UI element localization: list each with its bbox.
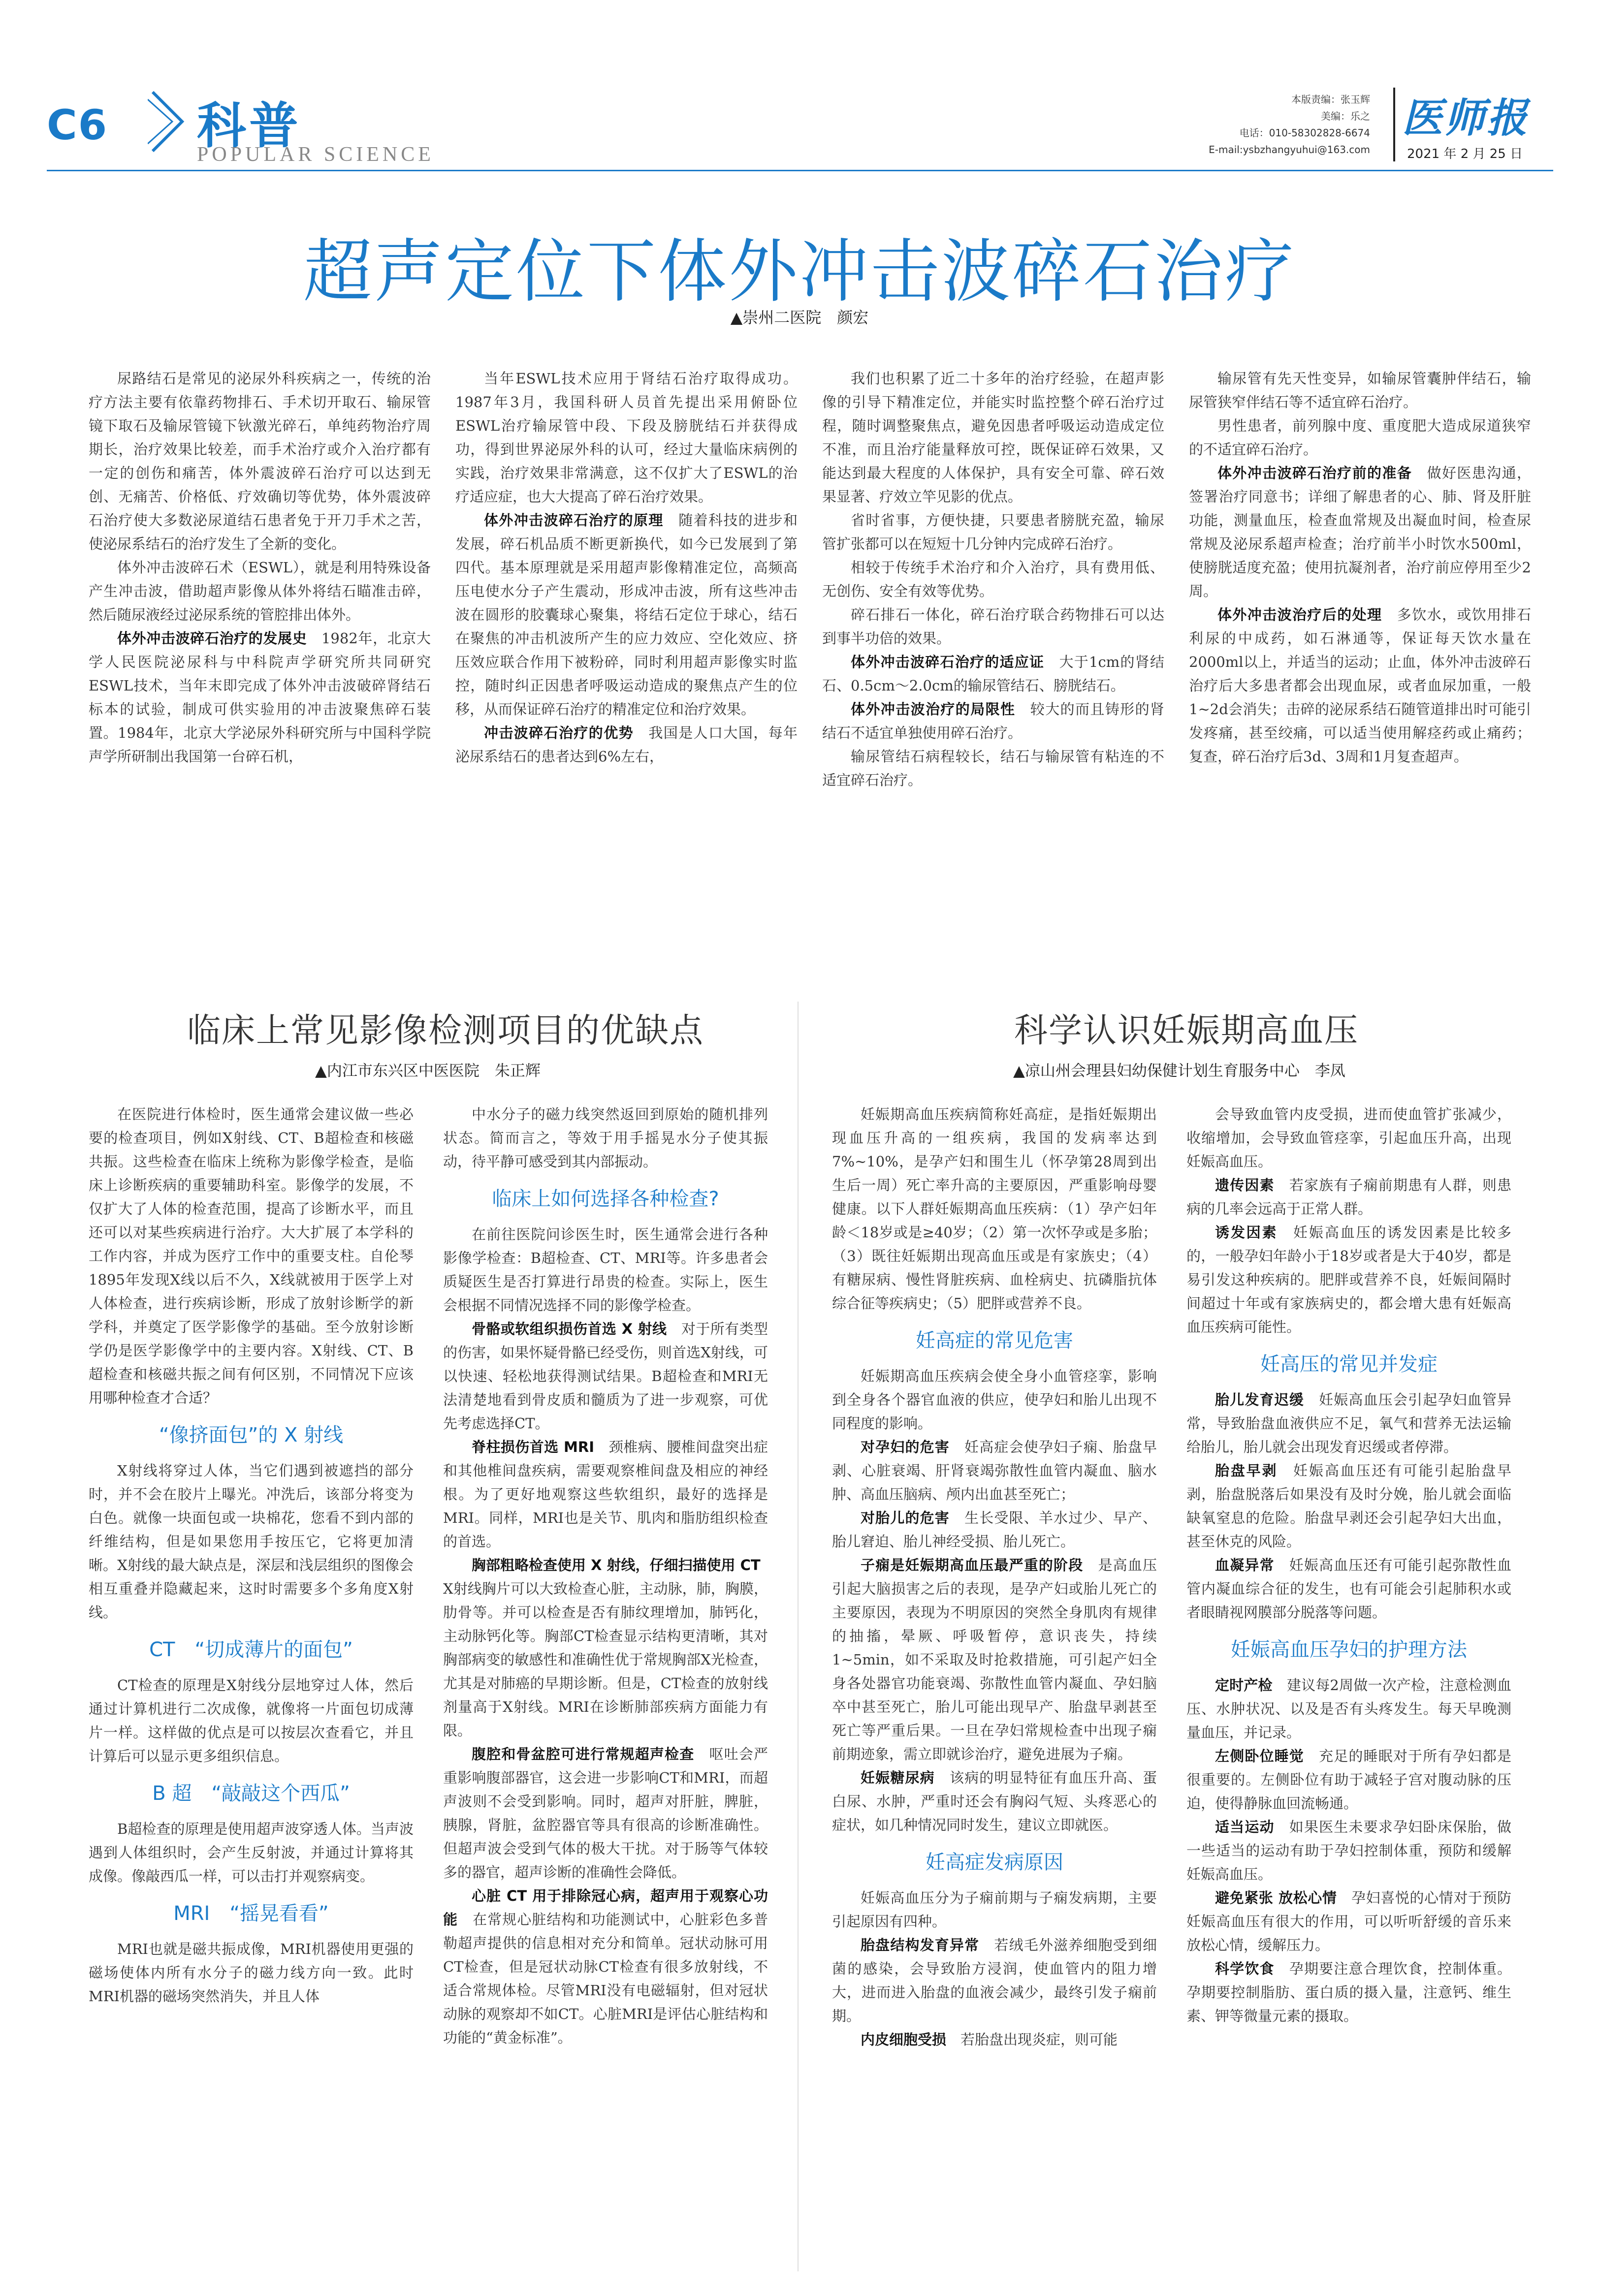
- paragraph-lead: 内皮细胞受损: [861, 2031, 947, 2048]
- paragraph-lead: 血凝异常: [1215, 1557, 1275, 1573]
- paragraph: [455, 721, 798, 768]
- paragraph-text: 妊娠期高血压疾病会使全身小血管痉挛，影响到全身各个器官血液的供应，使孕妇和胎儿出现不同程度的影响。: [832, 1368, 1157, 1432]
- paragraph-text: 对于所有类型的伤害，如果怀疑骨骼已经受伤，则首选X射线，可以快速、轻松地获得测试结果。B超检查和MRI无法清楚地看到骨皮质和髓质为了进一步观察，可优先考虑选择CT。: [443, 1321, 768, 1432]
- column-divider: [798, 1002, 799, 2271]
- article3-title: 科学认识妊娠期高血压: [1014, 1011, 1359, 1050]
- paragraph: [832, 1553, 1157, 1766]
- paragraph-text: 建议每2周做一次产检，注意检测血压、水肿状况、以及是否有头疼发生。每天早晚测量血压，并记录。: [1186, 1677, 1511, 1741]
- paragraph-lead: 妊娠糖尿病: [861, 1769, 935, 1786]
- subheading: 临床上如何选择各种检查?: [492, 1188, 719, 1210]
- paragraph: [443, 1102, 768, 1173]
- paragraph-text: 呕吐会严重影响腹部器官，这会进一步影响CT和MRI，而超声波则不会受到影响。同时，超声对肝脏，脾脏，胰腺，肾脏，盆腔器官等具有很高的诊断准确性。但超声波会受到气体的极大干扰。对于肠等气体较多的器官，超声诊断的准确性会降低。: [443, 1746, 768, 1881]
- paragraph-text: CT检查的原理是X射线分层地穿过人体，然后通过计算机进行二次成像，就像将一片面包切成薄片一样。这样做的优点是可以按层次查看它，并且计算后可以显示更多组织信息。: [89, 1677, 414, 1764]
- paragraph-lead: 脊柱损伤首选 MRI: [472, 1439, 594, 1455]
- paragraph-text: 男性患者，前列腺中度、重度肥大造成尿道狭窄的不适宜碎石治疗。: [1189, 417, 1531, 458]
- paragraph-lead: 对胎儿的危害: [861, 1510, 950, 1526]
- paragraph-text: 输尿管有先天性变异，如输尿管囊肿伴结石，输尿管狭窄伴结石等不适宜碎石治疗。: [1189, 370, 1531, 410]
- subheading: 妊娠高血压孕妇的护理方法: [1231, 1638, 1467, 1661]
- paragraph: [1186, 1173, 1511, 1221]
- paragraph: [822, 650, 1164, 697]
- article3-column-2: [1186, 1102, 1511, 2028]
- paragraph-text: 会导致血管内皮受损，进而使血管扩张减少，收缩增加，会导致血管痉挛，引起血压升高，出现妊娠高血压。: [1186, 1106, 1511, 1170]
- paragraph-lead: 胎盘早剥: [1215, 1462, 1278, 1479]
- paragraph-lead: 胎儿发育迟缓: [1215, 1391, 1304, 1408]
- paragraph-text: 碎石排石一体化，碎石治疗联合药物排石可以达到事半功倍的效果。: [822, 606, 1164, 647]
- paragraph-lead: 定时产检: [1215, 1677, 1273, 1694]
- paragraph: [1186, 1744, 1511, 1815]
- paragraph-text: 若绒毛外滋养细胞受到细菌的感染，会导致胎方浸润，使血管内的阻力增大，进而进入胎盘的血液会减少，最终引发子痫前期。: [832, 1937, 1157, 2024]
- editor-credits: [1209, 91, 1370, 158]
- paragraph-lead: 遗传因素: [1215, 1177, 1275, 1194]
- paragraph-text: 在医院进行体检时，医生通常会建议做一些必要的检查项目，例如X射线、CT、B超检查和核磁共振。这些检查在临床上统称为影像学检查，是临床上诊断疾病的重要辅助科室。影像学的发展，不仅扩大了人体的检查范围，提高了诊断水平，而且还可以对某些疾病进行治疗。大大扩展了本学科的工作内容，并成为医疗工作中的重要支柱。自伦琴1895年发现X线以后不久，X线就被用于医学上对人体检查，进行疾病诊断，形成了放射诊断学的新学科，并奠定了医学影像学的基础。至今放射诊断学仍是医学影像学中的主要内容。X射线、CT、B超检查和核磁共振之间有何区别，不同情况下应该用哪种检查才合适？: [89, 1106, 414, 1406]
- paragraph-lead: 胸部粗略检查使用 X 射线，仔细扫描使用 CT: [472, 1557, 761, 1573]
- paragraph-text: 妊娠高血压分为子痫前期与子痫发病期，主要引起原因有四种。: [832, 1889, 1157, 1930]
- paragraph-text: 多饮水，或饮用排石利尿的中成药，如石淋通等，保证每天饮水量在2000ml以上，并适当的运动；止血，体外冲击波碎石治疗后大多患者都会出现血尿，或者血尿加重，一般1~2d会消失；击碎的泌尿系结石随管道排出时可能引发疼痛，甚至绞痛，可以适当使用解痉药或止痛药；复查，碎石治疗后3d、3周和1月复查超声。: [1189, 606, 1531, 765]
- paragraph-lead: 对孕妇的危害: [861, 1439, 950, 1455]
- paragraph: [89, 367, 431, 556]
- paragraph: [455, 367, 798, 508]
- paragraph-lead: 心脏 CT 用于排除冠心病，超声用于观察心功能: [443, 1887, 768, 1928]
- paragraph: [1189, 603, 1531, 768]
- paragraph-text: 我们也积累了近二十多年的治疗经验，在超声影像的引导下精准定位，并能实时监控整个碎石治疗过程，随时调整聚焦点，避免因患者呼吸运动造成定位不准，而且治疗能量释放可控，既保证碎石效果，又能达到最大程度的人体保护，具有安全可靠、碎石效果显著、疗效立竿见影的优点。: [822, 370, 1164, 505]
- article2-byline: ▲内江市东兴区中医医院 朱正辉: [315, 1062, 541, 1080]
- paragraph: [822, 697, 1164, 745]
- paragraph-text: 颈椎病、腰椎间盘突出症和其他椎间盘疾病，需要观察椎间盘及相应的神经根。为了更好地观察这些软组织，最好的选择是MRI。同样，MRI也是关节、肌肉和脂肪组织检查的首选。: [443, 1439, 768, 1550]
- paragraph: [443, 1223, 768, 1317]
- paragraph-lead: 避免紧张 放松心情: [1215, 1889, 1337, 1906]
- paragraph-lead: 体外冲击波治疗后的处理: [1217, 606, 1382, 623]
- paragraph: [822, 745, 1164, 792]
- paragraph: [89, 1673, 414, 1768]
- article1-byline: ▲崇州二医院 颜宏: [730, 308, 869, 327]
- paragraph: [443, 1435, 768, 1553]
- paragraph: [1189, 414, 1531, 461]
- brand-divider: [1393, 88, 1395, 161]
- paragraph-text: 在常规心脏结构和功能测试中，心脏彩色多普勒超声提供的信息相对充分和简单。冠状动脉可用CT检查，但是冠状动脉CT检查有很多放射线，不适合常规体检。尽管MRI没有电磁辐射，但对冠状动脉的观察却不如CT。心脏MRI是评估心脏结构和功能的“黄金标准”。: [443, 1911, 768, 2046]
- article2-column-2: [443, 1102, 775, 2049]
- paragraph: [443, 1884, 768, 2049]
- paragraph-text: 随着科技的进步和发展，碎石机品质不断更新换代，如今已发展到了第四代。基本原理就是采用超声影像精准定位，高频高压电使水分子产生震动，形成冲击波，所有这些冲击波在圆形的胶囊球心聚集，将结石定位于球心，结石在聚焦的冲击机波所产生的应力效应、空化效应、挤压效应联合作用下被粉碎，同时利用超声影像实时监控，随时纠正因患者呼吸运动造成的聚焦点产生的位移，从而保证碎石治疗的精准定位和治疗效果。: [455, 512, 798, 718]
- paragraph-text: 妊高症会使孕妇子痫、胎盘早剥、心脏衰竭、肝肾衰竭弥散性血管内凝血、脑水肿、高血压脑病、颅内出血甚至死亡；: [832, 1439, 1157, 1503]
- issue-date: 2021 年 2 月 25 日: [1407, 147, 1523, 161]
- paragraph: [1186, 1553, 1511, 1624]
- paragraph-text: 相较于传统手术治疗和介入治疗，具有费用低、无创伤、安全有效等优势。: [822, 559, 1164, 599]
- subheading: 妊高压的常见并发症: [1260, 1353, 1438, 1376]
- article2-title: 临床上常见影像检测项目的优缺点: [187, 1011, 704, 1050]
- paragraph: [822, 603, 1164, 650]
- paragraph: [822, 508, 1164, 556]
- header-rule: [47, 170, 1553, 171]
- paragraph: [832, 1933, 1157, 2028]
- paragraph: [1186, 1388, 1511, 1459]
- paragraph-text: 较大的而且铸形的肾结石不适宜单独使用碎石治疗。: [822, 701, 1164, 741]
- paragraph-text: 孕妇喜悦的心情对于预防妊娠高血压有很大的作用，可以听听舒缓的音乐来放松心情，缓解压力。: [1186, 1889, 1511, 1953]
- paragraph-text: 妊娠高血压会引起孕妇血管异常，导致胎盘血液供应不足，氧气和营养无法运输给胎儿，胎儿就会出现发育迟缓或者停滞。: [1186, 1391, 1511, 1455]
- paragraph: [443, 1553, 775, 1742]
- subheading: MRI “摇晃看看”: [173, 1902, 329, 1925]
- paragraph-text: 生长受限、羊水过少、早产、胎儿窘迫、胎儿神经受损、胎儿死亡。: [832, 1510, 1157, 1550]
- paragraph: [89, 627, 431, 768]
- paragraph-lead: 体外冲击波碎石治疗的发展史: [117, 630, 307, 647]
- newspaper-logo: 医师报: [1402, 94, 1529, 142]
- paragraph: [443, 1317, 768, 1435]
- paragraph: [832, 1886, 1157, 1933]
- paragraph-lead: 骨骼或软组织损伤首选 X 射线: [472, 1321, 667, 1337]
- section-subtitle: POPULAR SCIENCE: [197, 143, 434, 166]
- paragraph: [822, 367, 1164, 508]
- paragraph: [89, 1102, 414, 1410]
- paragraph: [455, 508, 798, 721]
- paragraph-lead: 体外冲击波治疗的局限性: [851, 701, 1016, 718]
- paragraph-lead: 左侧卧位睡觉: [1215, 1748, 1304, 1764]
- paragraph: [832, 1766, 1157, 1837]
- paragraph: [1189, 461, 1531, 603]
- section-title: 科普: [197, 97, 301, 155]
- paragraph: [1186, 1459, 1511, 1553]
- paragraph: [89, 1937, 414, 2008]
- paragraph-lead: 体外冲击波碎石治疗前的准备: [1217, 465, 1412, 481]
- paragraph-text: 如果医生未要求孕妇卧床保胎，做一些适当的运动有助于孕妇控制体重，预防和缓解妊娠高血压。: [1186, 1819, 1511, 1883]
- designer-line: 美编：乐之: [1321, 110, 1370, 122]
- paragraph-text: 做好医患沟通，签署治疗同意书；详细了解患者的心、肺、肾及肝脏功能，测量血压，检查血常规及出凝血时间，检查尿常规及泌尿系超声检查；治疗前半小时饮水500ml，使膀胱适度充盈；使用抗凝剂者，治疗前应停用至少2周。: [1189, 465, 1531, 599]
- paragraph-text: 当年ESWL技术应用于肾结石治疗取得成功。1987年3月，我国科研人员首先提出采用俯卧位ESWL治疗输尿管中段、下段及膀胱结石并获得成功，得到世界泌尿外科的认可，经过大量临床病例的实践，治疗效果非常满意，这不仅扩大了ESWL的治疗适应症，也大大提高了碎石治疗效果。: [455, 370, 798, 505]
- paragraph-lead: 冲击波碎石治疗的优势: [484, 724, 634, 741]
- paragraph: [89, 1817, 414, 1888]
- paragraph-text: 妊娠高血压还有可能引起弥散性血管内凝血综合征的发生，也有可能会引起肺积水或者眼睛视网膜部分脱落等问题。: [1186, 1557, 1511, 1621]
- subheading: B 超 “敲敲这个西瓜”: [152, 1782, 350, 1805]
- article1-column-4: [1189, 367, 1531, 768]
- paragraph-text: 若家族有子痫前期患有人群，则患病的几率会远高于正常人群。: [1186, 1177, 1511, 1217]
- paragraph-lead: 体外冲击波碎石治疗的适应证: [851, 654, 1045, 670]
- article2-column-1: [89, 1102, 414, 2008]
- paragraph-text: MRI也就是磁共振成像，MRI机器使用更强的磁场使体内所有水分子的磁力线方向一致。此时MRI机器的磁场突然消失，并且人体: [89, 1941, 414, 2005]
- paragraph-text: 1982年，北京大学人民医院泌尿科与中科院声学研究所共同研究ESWL技术，当年末即完成了体外冲击波破碎肾结石标本的试验，制成可供实验用的冲击波聚焦碎石装置。1984年，北京大学泌尿外科研究所与中国科学院声学所研制出我国第一台碎石机，: [89, 630, 431, 765]
- paragraph: [832, 1364, 1157, 1435]
- article1-column-1: [89, 367, 431, 768]
- article1-column-3: [822, 367, 1164, 792]
- article3-column-1: [832, 1102, 1157, 2051]
- paragraph-text: 充足的睡眠对于所有孕妇都是很重要的。左侧卧位有助于减轻子宫对腹动脉的压迫，使得静脉血回流畅通。: [1186, 1748, 1511, 1812]
- paragraph-text: 该病的明显特征有血压升高、蛋白尿、水肿，严重时还会有胸闷气短、头疼恶心的症状，如几种情况同时发生，建议立即就医。: [832, 1769, 1157, 1833]
- paragraph: [89, 556, 431, 627]
- paragraph: [443, 1742, 768, 1884]
- paragraph: [89, 1459, 414, 1624]
- paragraph-text: 孕期要注意合理饮食，控制体重。孕期要控制脂肪、蛋白质的摄入量，注意钙、维生素、钾等微量元素的摄取。: [1186, 1960, 1511, 2024]
- paragraph-text: X射线胸片可以大致检查心脏，主动脉，肺，胸膜，肋骨等。并可以检查是否有肺纹理增加，肺钙化，主动脉钙化等。胸部CT检查显示结构更清晰，其对胸部病变的敏感性和准确性优于常规胸部X光检查，尤其是对肺癌的早期诊断。但是，CT检查的放射线剂量高于X射线。MRI在诊断肺部疾病方面能力有限。: [443, 1557, 775, 1739]
- paragraph-lead: 腹腔和骨盆腔可进行常规超声检查: [472, 1746, 695, 1762]
- paragraph-text: 是高血压引起大脑损害之后的表现，是孕产妇或胎儿死亡的主要原因，表现为不明原因的突然全身肌肉有规律的抽搐，晕厥、呼吸暂停，意识丧失，持续1~5min，如不采取及时抢救措施，可引起产妇全身各处器官功能衰竭、弥散性血管内凝血、孕妇脑卒中甚至死亡，胎儿可能出现早产、胎盘早剥甚至死亡等严重后果。一旦在孕妇常规检查中出现子痫前期迹象，需立即就诊治疗，避免进展为子痫。: [832, 1557, 1157, 1762]
- article1-title: 超声定位下体外冲击波碎石治疗: [303, 232, 1296, 312]
- paragraph-lead: 体外冲击波碎石治疗的原理: [484, 512, 664, 529]
- paragraph: [1186, 1673, 1511, 1744]
- paragraph: [832, 1435, 1157, 1506]
- email-line: E-mail:ysbzhangyuhui@163.com: [1209, 144, 1370, 156]
- paragraph: [832, 1506, 1157, 1553]
- paragraph-text: 我国是人口大国，每年泌尿系结石的患者达到6%左右，: [455, 724, 798, 765]
- paragraph-text: B超检查的原理是使用超声波穿透人体。当声波遇到人体组织时，会产生反射波，并通过计算将其成像。像敲西瓜一样，可以击打并观察病变。: [89, 1821, 414, 1885]
- editor-line: 本版责编：张玉辉: [1291, 94, 1370, 105]
- subheading: 妊高症的常见危害: [916, 1329, 1073, 1352]
- subheading: CT “切成薄片的面包”: [149, 1638, 353, 1661]
- paragraph: [1186, 1102, 1511, 1173]
- article3-byline: ▲凉山州会理县妇幼保健计划生育服务中心 李凤: [1013, 1062, 1345, 1080]
- page-number: C6: [47, 101, 108, 149]
- paragraph-text: 体外冲击波碎石术（ESWL），就是利用特殊设备产生冲击波，借助超声影像从体外将结石瞄准击碎，然后随尿液经过泌尿系统的管腔排出体外。: [89, 559, 431, 623]
- subheading: “像挤面包”的 X 射线: [159, 1424, 344, 1447]
- paragraph: [832, 2028, 1157, 2051]
- paragraph-text: 输尿管结石病程较长，结石与输尿管有粘连的不适宜碎石治疗。: [822, 748, 1164, 788]
- paragraph-text: 在前往医院问诊医生时，医生通常会进行各种影像学检查：B超检查、CT、MRI等。许多患者会质疑医生是否打算进行昂贵的检查。实际上，医生会根据不同情况选择不同的影像学检查。: [443, 1226, 768, 1314]
- paragraph-lead: 胎盘结构发育异常: [861, 1937, 980, 1953]
- paragraph-text: 妊娠高血压的诱发因素是比较多的，一般孕妇年龄小于18岁或者是大于40岁，都是易引发这种疾病的。肥胖或营养不良，妊娠间隔时间超过十年或有家族病史的，都会增大患有妊娠高血压疾病可能性。: [1186, 1224, 1511, 1335]
- paragraph: [1186, 1815, 1511, 1886]
- paragraph-text: X射线将穿过人体，当它们遇到被遮挡的部分时，并不会在胶片上曝光。冲洗后，该部分将变为白色。就像一块面包或一块棉花，您看不到内部的纤维结构，但是如果您用手按压它，它将更加清晰。X射线的最大缺点是，深层和浅层组织的图像会相互重叠并隐藏起来，这时时需要多个多角度X射线。: [89, 1462, 414, 1621]
- paragraph-lead: 科学饮食: [1215, 1960, 1275, 1977]
- paragraph-text: 妊娠高血压还有可能引起胎盘早剥，胎盘脱落后如果没有及时分娩，胎儿就会面临缺氧窒息的危险。胎盘早剥还会引起孕妇大出血，甚至休克的风险。: [1186, 1462, 1511, 1550]
- paragraph: [1186, 1886, 1511, 1957]
- chevron-right-icon: [148, 90, 187, 154]
- paragraph-text: 若胎盘出现炎症，则可能: [946, 2031, 1118, 2048]
- paragraph-text: 尿路结石是常见的泌尿外科疾病之一，传统的治疗方法主要有依靠药物排石、手术切开取石、输尿管镜下取石及输尿管镜下钬激光碎石，单纯药物治疗周期长，治疗效果比较差，而手术治疗或介入治疗都有一定的创伤和痛苦，体外震波碎石治疗可以达到无创、无痛苦、价格低、疗效确切等优势，体外震波碎石治疗使大多数泌尿道结石患者免于开刀手术之苦，使泌尿系结石的治疗发生了全新的变化。: [89, 370, 431, 552]
- paragraph: [1186, 1957, 1511, 2028]
- paragraph: [1189, 367, 1531, 414]
- paragraph-text: 中水分子的磁力线突然返回到原始的随机排列状态。简而言之，等效于用手摇晃水分子使其振动，待平静可感受到其内部振动。: [443, 1106, 768, 1170]
- paragraph-lead: 适当运动: [1215, 1819, 1275, 1835]
- phone-line: 电话：010-58302828-6674: [1239, 127, 1370, 139]
- paragraph-lead: 诱发因素: [1215, 1224, 1278, 1241]
- paragraph-text: 大于1cm的肾结石、0.5cm～2.0cm的输尿管结石、膀胱结石。: [822, 654, 1164, 694]
- paragraph-text: 妊娠期高血压疾病简称妊高症，是指妊娠期出现血压升高的一组疾病，我国的发病率达到7%~10%，是孕产妇和围生儿（怀孕第28周到出生后一周）死亡率升高的主要原因，严重影响母婴健康。以下人群妊娠期高血压疾病：（1）孕产妇年龄＜18岁或是≥40岁；（2）第一次怀孕或是多胎；（3）既往妊娠期出现高血压或是有家族史；（4）有糖尿病、慢性肾脏疾病、血栓病史、抗磷脂抗体综合征等疾病史；（5）肥胖或营养不良。: [832, 1106, 1157, 1312]
- paragraph-lead: 子痫是妊娠期高血压最严重的阶段: [861, 1557, 1084, 1573]
- subheading: 妊高症发病原因: [926, 1851, 1063, 1874]
- paragraph: [1186, 1221, 1511, 1339]
- paragraph: [822, 556, 1164, 603]
- paragraph: [832, 1102, 1157, 1315]
- article1-column-2: [455, 367, 798, 768]
- paragraph-text: 省时省事，方便快捷，只要患者膀胱充盈，输尿管扩张都可以在短短十几分钟内完成碎石治疗。: [822, 512, 1164, 552]
